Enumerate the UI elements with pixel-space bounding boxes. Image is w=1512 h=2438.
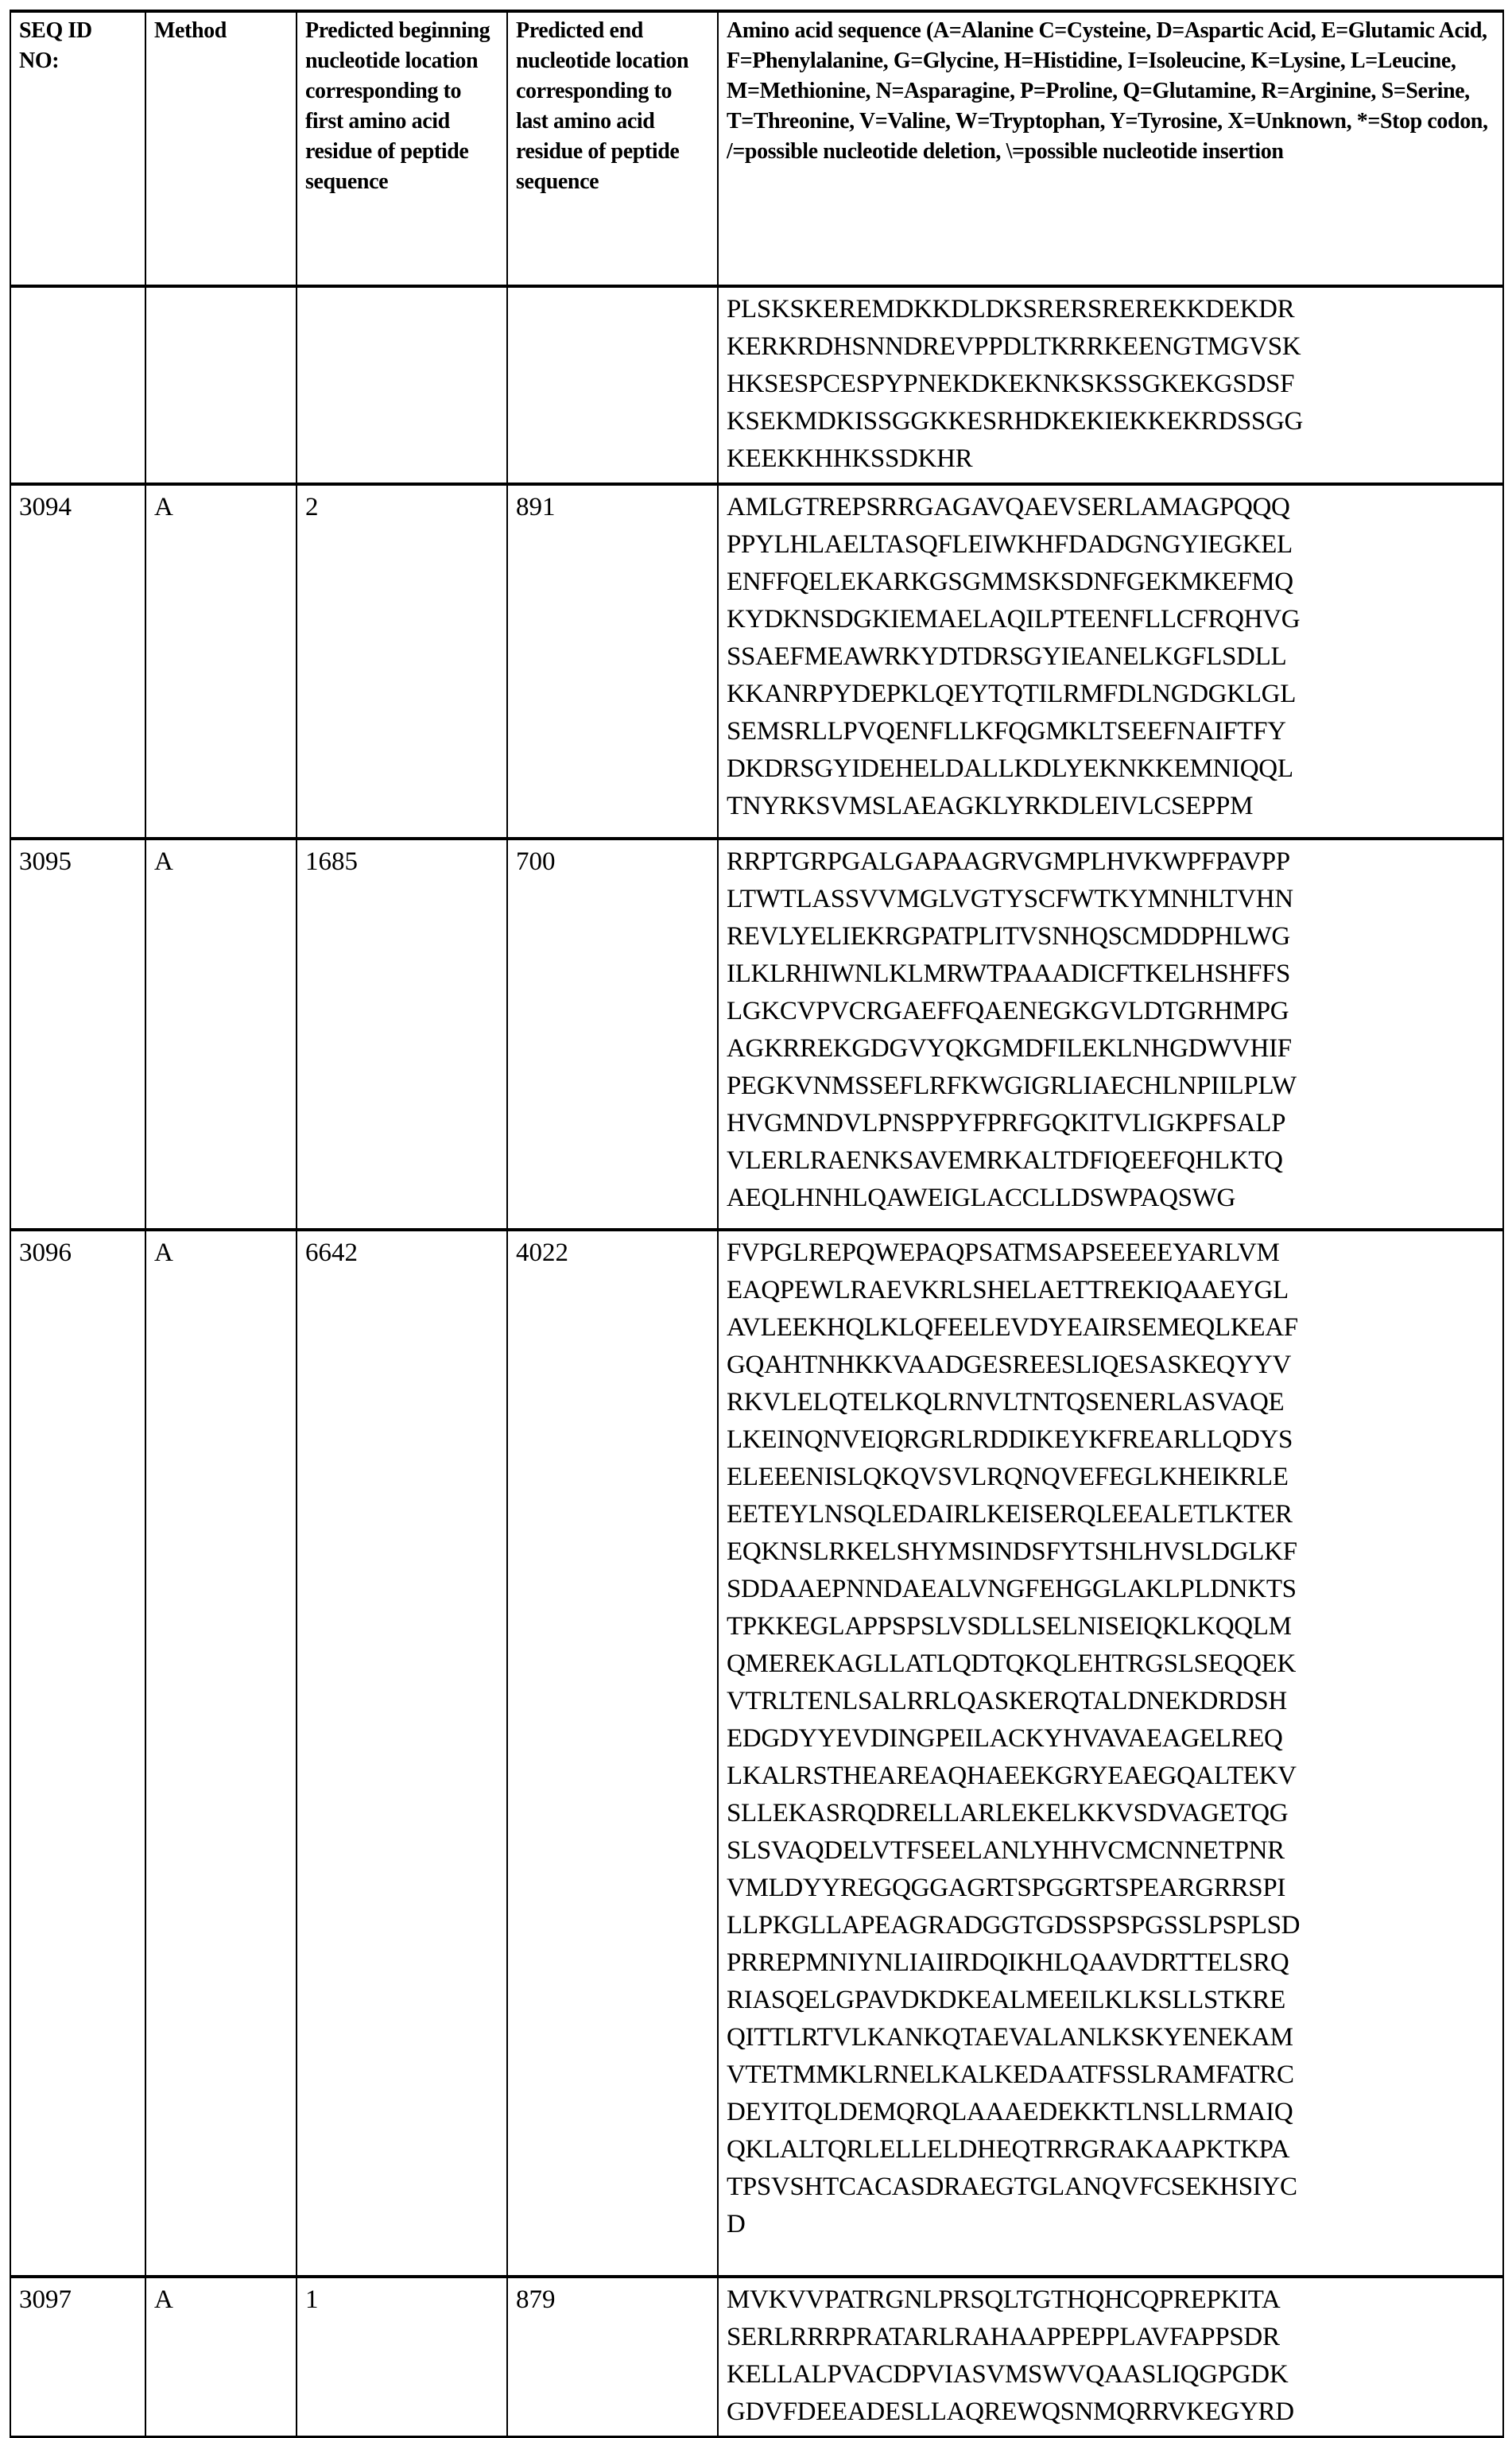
- cell-begin: 6642: [297, 1230, 507, 2277]
- table-row-3096: [10, 1230, 1503, 2277]
- sequence-line: MVKVVPATRGNLPRSQLTGTHQHCQPREPKITA: [727, 2285, 1281, 2314]
- cell-end: 700: [507, 839, 718, 1230]
- sequence-line: KKANRPYDEPKLQEYTQTILRMFDLNGDGKLGL: [727, 680, 1297, 708]
- sequence-line: ELEEENISLQKQVSVLRQNQVEFEGLKHEIKRLE: [727, 1463, 1289, 1491]
- cell-sequence: [718, 2277, 1503, 2437]
- header-seq-id: SEQ ID NO:: [10, 11, 145, 286]
- cell-end: 891: [507, 484, 718, 839]
- table-row-3094: [10, 484, 1503, 839]
- sequence-line: SLSVAQDELVTFSEELANLYHHVCMCNNETPNR: [727, 1836, 1285, 1865]
- sequence-line: TPSVSHTCACASDRAEGTGLANQVFCSEKHSIYC: [727, 2172, 1297, 2201]
- table-row-3095: [10, 839, 1503, 1230]
- sequence-line: LGKCVPVCRGAEFFQAENEGKGVLDTGRHMPG: [727, 997, 1289, 1025]
- cell-sequence: [718, 484, 1503, 839]
- sequence-line: KELLALPVACDPVIASVMSWVQAASLIQGPGDK: [727, 2360, 1289, 2389]
- sequence-line: LLPKGLLAPEAGRADGGTGDSSPSPGSSLPSPLSD: [727, 1911, 1301, 1940]
- cell-sequence: [718, 1230, 1503, 2277]
- sequence-line: DKDRSGYIDEHELDALLKDLYEKNKKEMNIQQL: [727, 754, 1293, 783]
- cell-begin: 1685: [297, 839, 507, 1230]
- sequence-line: GQAHTNHKKVAADGESREESLIQESASKEQYYV: [727, 1351, 1291, 1379]
- cell-end: 4022: [507, 1230, 718, 2277]
- sequence-line: QITTLRTVLKANKQTAEVALANLKSKYENEKAM: [727, 2023, 1293, 2052]
- sequence-line: KEEKKHHKSSDKHR: [727, 444, 973, 473]
- sequence-line: RRPTGRPGALGAPAAGRVGMPLHVKWPFPAVPP: [727, 847, 1290, 876]
- sequence-line: LKEINQNVEIQRGRLRDDIKEYKFREARLLQDYS: [727, 1425, 1293, 1454]
- sequence-line: VTRLTENLSALRRLQASKERQTALDNEKDRDSH: [727, 1687, 1287, 1715]
- header-end-location: Predicted end nucleotide location corresponding to last amino acid residue of peptide sequence: [507, 11, 718, 286]
- sequence-line: FVPGLREPQWEPAQPSATMSAPSEEEEYARLVM: [727, 1238, 1280, 1267]
- header-amino-acid-sequence: Amino acid sequence (A=Alanine C=Cysteine, D=Aspartic Acid, E=Glutamic Acid, F=Phenylalanine, G=Glycine, H=Histidine, I=Isoleucine, K=Lysine, L=Leucine, M=Methionine, N=Asparagine, P=Proline, Q=Glutamine, R=Arginine, S=Serine, T=Threonine, V=Valine, W=Tryptophan, Y=Tyrosine, X=Unknown, *=Stop codon, /=possible nucleotide deletion, \=possible nucleotide insertion: [718, 11, 1503, 286]
- sequence-line: SSAEFMEAWRKYDTDRSGYIEANELKGFLSDLL: [727, 642, 1287, 671]
- sequence-line: TPKKEGLAPPSPSLVSDLLSELNISEIQKLKQQLM: [727, 1612, 1292, 1641]
- cell-method: [145, 286, 297, 484]
- header-begin-location: Predicted beginning nucleotide location corresponding to first amino acid residue of peptide sequence: [297, 11, 507, 286]
- table-row-continuation: [10, 286, 1503, 484]
- header-method: Method: [145, 11, 297, 286]
- sequence-line: ILKLRHIWNLKLMRWTPAAADICFTKELHSHFFS: [727, 959, 1291, 988]
- sequence-line: RKVLELQTELKQLRNVLTNTQSENERLASVAQE: [727, 1388, 1285, 1417]
- sequence-line: SLLEKASRQDRELLARLEKELKKVSDVAGETQG: [727, 1799, 1289, 1828]
- cell-end: [507, 286, 718, 484]
- cell-seq-id: [10, 286, 145, 484]
- sequence-line: VMLDYYREGQGGAGRTSPGGRTSPEARGRRSPI: [727, 1874, 1286, 1902]
- cell-begin: [297, 286, 507, 484]
- sequence-line: EQKNSLRKELSHYMSINDSFYTSHLHVSLDGLKF: [727, 1537, 1297, 1566]
- cell-method: A: [145, 1230, 297, 2277]
- cell-begin: 1: [297, 2277, 507, 2437]
- sequence-line: GDVFDEEADESLLAQREWQSNMQRRVKEGYRD: [727, 2397, 1294, 2426]
- sequence-line: EDGDYYEVDINGPEILACKYHVAVAEAGELREQ: [727, 1724, 1283, 1753]
- sequence-line: RIASQELGPAVDKDKEALMEEILKLKSLLSTKRE: [727, 1986, 1285, 2014]
- sequence-line: VLERLRAENKSAVEMRKALTDFIQEEFQHLKTQ: [727, 1146, 1283, 1175]
- sequence-line: HVGMNDVLPNSPPYFPRFGQKITVLIGKPFSALP: [727, 1109, 1286, 1138]
- sequence-line: AGKRREKGDGVYQKGMDFILEKLNHGDWVHIF: [727, 1034, 1292, 1063]
- sequence-line: SDDAAEPNNDAEALVNGFEHGGLAKLPLDNKTS: [727, 1575, 1297, 1603]
- cell-sequence: [718, 286, 1503, 484]
- header-row: [10, 11, 1503, 286]
- cell-seq-id: 3096: [10, 1230, 145, 2277]
- sequence-line: PEGKVNMSSEFLRFKWGIGRLIAECHLNPIILPLW: [727, 1072, 1297, 1100]
- sequence-line: ENFFQELEKARKGSGMMSKSDNFGEKMKEFMQ: [727, 568, 1293, 596]
- cell-seq-id: 3094: [10, 484, 145, 839]
- cell-sequence: [718, 839, 1503, 1230]
- cell-seq-id: 3097: [10, 2277, 145, 2437]
- sequence-line: VTETMMKLRNELKALKEDAATFSSLRAMFATRC: [727, 2060, 1294, 2089]
- sequence-line: EAQPEWLRAEVKRLSHELAETTREKIQAAEYGL: [727, 1276, 1289, 1304]
- sequence-line: KSEKMDKISSGGKKESRHDKEKIEKKEKRDSSGG: [727, 407, 1304, 436]
- table-body: [10, 286, 1503, 2437]
- sequence-line: HKSESPCESPYPNEKDKEKNKSKSSGKEKGSDSF: [727, 370, 1295, 398]
- peptide-sequence-table: [10, 10, 1504, 2438]
- cell-method: A: [145, 484, 297, 839]
- cell-method: A: [145, 839, 297, 1230]
- cell-begin: 2: [297, 484, 507, 839]
- table-header: [10, 11, 1503, 286]
- sequence-line: LKALRSTHEAREAQHAEEKGRYEAEGQALTEKV: [727, 1762, 1297, 1790]
- sequence-line: REVLYELIEKRGPATPLITVSNHQSCMDDPHLWG: [727, 922, 1290, 951]
- sequence-line: SERLRRRPRATARLRAHAAPPEPPLAVFAPPSDR: [727, 2323, 1280, 2351]
- sequence-line: AVLEEKHQLKLQFEELEVDYEAIRSEMEQLKEAF: [727, 1313, 1298, 1342]
- cell-method: A: [145, 2277, 297, 2437]
- sequence-line: PPYLHLAELTASQFLEIWKHFDADGNGYIEGKEL: [727, 530, 1293, 559]
- sequence-line: PLSKSKEREMDKKDLDKSRERSREREKKDEKDR: [727, 295, 1295, 324]
- sequence-line: AMLGTREPSRRGAGAVQAEVSERLAMAGPQQQ: [727, 493, 1290, 521]
- sequence-line: KYDKNSDGKIEMAELAQILPTEENFLLCFRQHVG: [727, 605, 1301, 634]
- sequence-line: DEYITQLDEMQRQLAAAEDEKKTLNSLLRMAIQ: [727, 2098, 1293, 2126]
- sequence-line: LTWTLASSVVMGLVGTYSCFWTKYMNHLTVHN: [727, 885, 1293, 913]
- sequence-line: D: [727, 2210, 746, 2238]
- sequence-line: TNYRKSVMSLAEAGKLYRKDLEIVLCSEPPM: [727, 792, 1254, 820]
- cell-seq-id: 3095: [10, 839, 145, 1230]
- sequence-line: QMEREKAGLLATLQDTQKQLEHTRGSLSEQQEK: [727, 1649, 1297, 1678]
- sequence-line: QKLALTQRLELLELDHEQTRRGRAKAAPKTKPA: [727, 2135, 1290, 2164]
- cell-end: 879: [507, 2277, 718, 2437]
- sequence-line: EETEYLNSQLEDAIRLKEISERQLEEALETLKTER: [727, 1500, 1293, 1529]
- table-row-3097: [10, 2277, 1503, 2437]
- sequence-line: KERKRDHSNNDREVPPDLTKRRKEENGTMGVSK: [727, 332, 1301, 361]
- sequence-line: SEMSRLLPVQENFLLKFQGMKLTSEEFNAIFTFY: [727, 717, 1286, 746]
- sequence-line: PRREPMNIYNLIAIIRDQIKHLQAAVDRTTELSRQ: [727, 1948, 1289, 1977]
- sequence-line: AEQLHNHLQAWEIGLACCLLDSWPAQSWG: [727, 1184, 1236, 1212]
